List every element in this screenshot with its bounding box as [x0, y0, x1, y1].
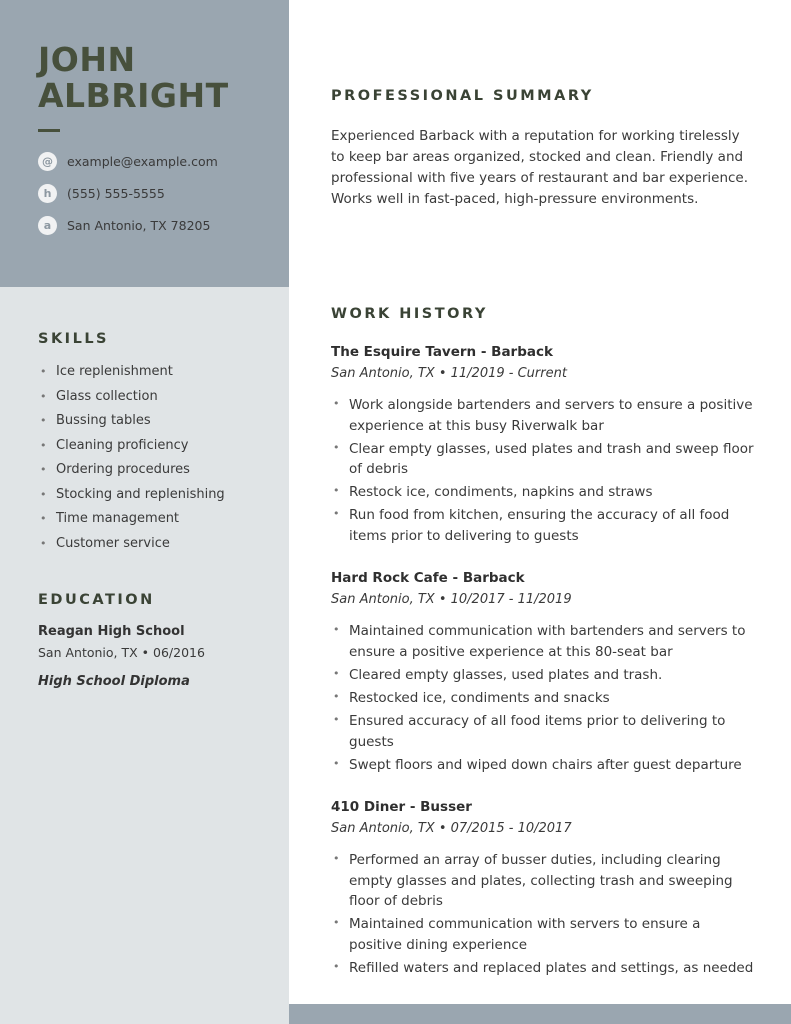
work-history-section: [331, 306, 755, 979]
work-history-heading: WORK HISTORY: [331, 305, 488, 322]
job-meta: San Antonio, TX • 11/2019 - Current: [331, 365, 567, 381]
skill-item: • Ice replenishment: [38, 363, 259, 381]
footer-strip: [289, 1004, 791, 1024]
name-divider: [38, 129, 60, 132]
job-bullet: • Run food from kitchen, ensuring the accuracy of all food items prior to delivering to guests: [331, 505, 755, 547]
header-block: [0, 0, 289, 287]
job-title: The Esquire Tavern - Barback: [331, 343, 553, 360]
main-column: [289, 0, 791, 1024]
skill-item: • Ordering procedures: [38, 461, 259, 479]
candidate-first-name: JOHN: [38, 40, 136, 79]
phone-text: (555) 555-5555: [67, 186, 165, 202]
skill-item: • Customer service: [38, 535, 259, 553]
skill-item: • Cleaning proficiency: [38, 437, 259, 455]
job-bullet: • Ensured accuracy of all food items prior to delivering to guests: [331, 711, 755, 753]
skill-item: • Glass collection: [38, 388, 259, 406]
address-text: San Antonio, TX 78205: [67, 218, 211, 234]
contact-phone: [38, 184, 251, 203]
email-icon: @: [38, 152, 57, 171]
job-bullets: [331, 850, 755, 980]
job-bullet: • Refilled waters and replaced plates and settings, as needed: [331, 958, 755, 979]
candidate-last-name: ALBRIGHT: [38, 75, 229, 115]
education-meta: San Antonio, TX • 06/2016: [38, 645, 205, 661]
contact-address: [38, 216, 251, 235]
sidebar: [0, 0, 289, 1024]
education-school: Reagan High School: [38, 624, 185, 640]
sidebar-lower: [0, 287, 289, 689]
skills-heading: SKILLS: [38, 331, 109, 347]
job-bullet: • Cleared empty glasses, used plates and trash.: [331, 665, 755, 686]
education-degree: High School Diploma: [38, 674, 190, 690]
job-entry: [331, 344, 755, 547]
candidate-name: [38, 42, 251, 113]
job-entry: [331, 570, 755, 775]
skill-item: • Stocking and replenishing: [38, 486, 259, 504]
contact-email: [38, 152, 251, 171]
skill-item: • Time management: [38, 510, 259, 528]
summary-text: Experienced Barback with a reputation for working tirelessly to keep bar areas organized, stocked and clean. Friendly and professional with five years of restaurant and bar experience. Works well in fast-paced, high-pressure environments.: [331, 128, 749, 207]
skill-item: • Bussing tables: [38, 412, 259, 430]
education-section: [38, 592, 259, 689]
job-bullet: • Performed an array of busser duties, including clearing empty glasses and plates, collecting trash and sweeping floor of debris: [331, 850, 755, 913]
job-entry: [331, 799, 755, 980]
job-meta: San Antonio, TX • 10/2017 - 11/2019: [331, 592, 572, 608]
location-icon: a: [38, 216, 57, 235]
summary-section: [331, 88, 755, 210]
job-bullet: • Clear empty glasses, used plates and trash and sweep floor of debris: [331, 439, 755, 481]
job-bullet: • Restock ice, condiments, napkins and straws: [331, 482, 755, 503]
job-bullet: • Work alongside bartenders and servers to ensure a positive experience at this busy Riverwalk bar: [331, 395, 755, 437]
job-bullet: • Maintained communication with bartenders and servers to ensure a positive experience at this 80-seat bar: [331, 621, 755, 663]
job-meta: San Antonio, TX • 07/2015 - 10/2017: [331, 820, 572, 836]
job-title: Hard Rock Cafe - Barback: [331, 570, 525, 587]
job-bullet: • Maintained communication with servers to ensure a positive dining experience: [331, 914, 755, 956]
email-text: example@example.com: [67, 154, 218, 170]
job-bullet: • Swept floors and wiped down chairs after guest departure: [331, 755, 755, 776]
education-heading: EDUCATION: [38, 592, 155, 609]
job-bullets: [331, 621, 755, 775]
skills-list: [38, 363, 259, 552]
job-bullets: [331, 395, 755, 547]
job-title: 410 Diner - Busser: [331, 798, 472, 815]
summary-heading: PROFESSIONAL SUMMARY: [331, 88, 594, 104]
phone-icon: h: [38, 184, 57, 203]
job-bullet: • Restocked ice, condiments and snacks: [331, 688, 755, 709]
